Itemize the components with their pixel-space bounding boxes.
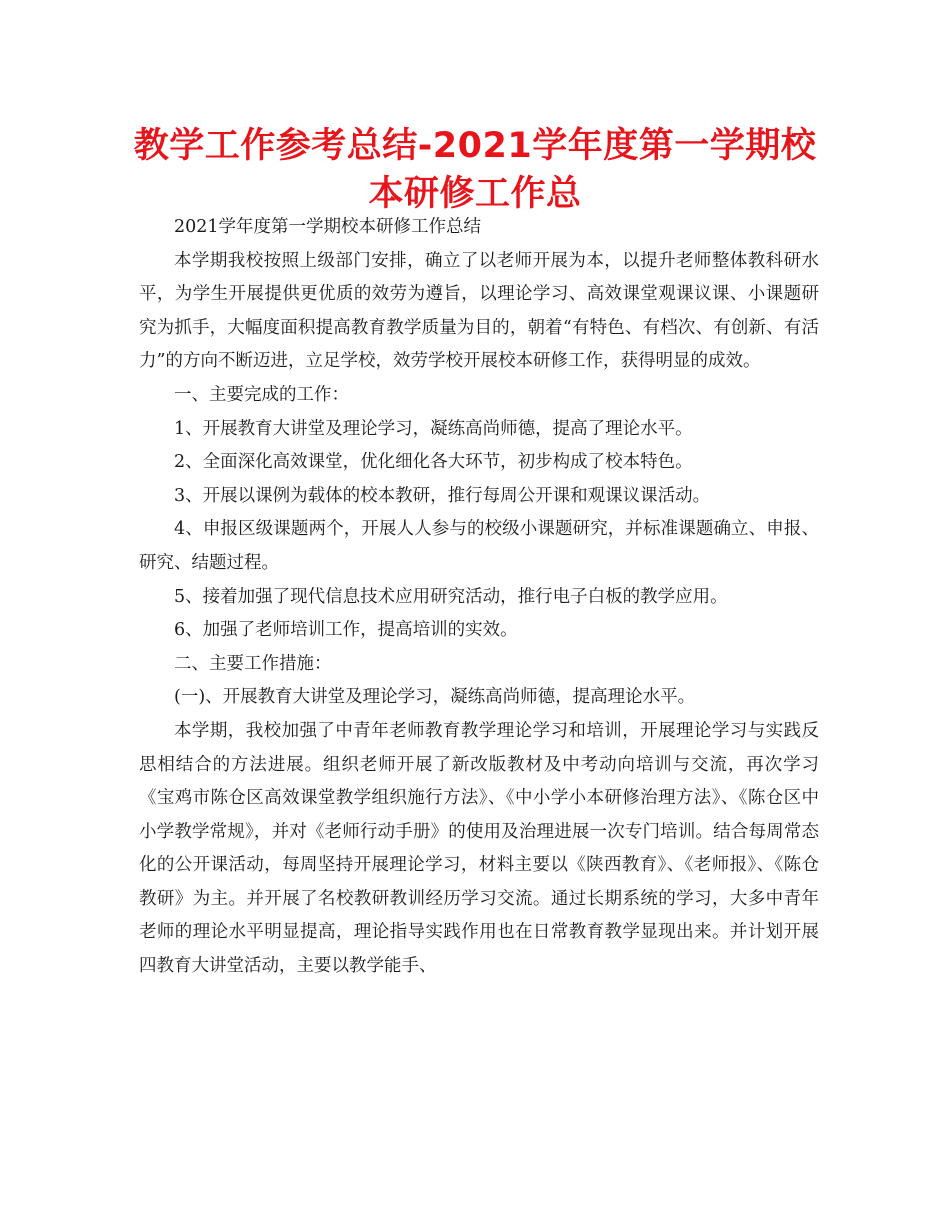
document-title: 教学工作参考总结-2021学年度第一学期校本研修工作总 xyxy=(133,126,817,214)
list-item-4: 4、申报区级课题两个，开展人人参与的校级小课题研究，并标准课题确立、申报、研究、结题过程。 xyxy=(139,519,819,573)
intro-paragraph: 本学期我校按照上级部门安排，确立了以老师开展为本，以提升老师整体教科研水平，为学生开展提供更优质的效劳为遵旨，以理论学习、高效课堂观课议课、小课题研究为抓手，大幅度面积提高教育教学质量为目的，朝着“有特色、有档次、有创新、有活力”的方向不断迈进，立足学校，效劳学校开展校本研修工作，获得明显的成效。 xyxy=(139,250,819,372)
list-item-6: 6、加强了老师培训工作，提高培训的实效。 xyxy=(174,620,518,641)
document-body xyxy=(139,211,819,984)
list-item-2: 2、全面深化高效课堂，优化细化各大环节，初步构成了校本特色。 xyxy=(174,452,693,473)
list-item-3: 3、开展以课例为载体的校本教研，推行每周公开课和观课议课活动。 xyxy=(174,485,711,506)
subsection-heading-1: (一)、开展教育大讲堂及理论学习，凝练高尚师德，提高理论水平。 xyxy=(174,687,696,708)
section-heading-completed-work: 一、主要完成的工作： xyxy=(174,384,349,405)
body-paragraph: 本学期，我校加强了中青年老师教育教学理论学习和培训，开展理论学习与实践反思相结合的方法进展。组织老师开展了新改版教材及中考动向培训与交流，再次学习《宝鸡市陈仓区高效课堂教学组织施行方法》、《中小学小本研修治理方法》、《陈仓区中小学教学常规》，并对《老师行动手册》的使用及治理进展一次专门培训。结合每周常态化的公开课活动，每周坚持开展理论学习，材料主要以《陕西教育》、《老师报》、《陈仓教研》为主。并开展了名校教研教训经历学习交流。通过长期系统的学习，大多中青年老师的理论水平明显提高，理论指导实践作用也在日常教育教学显现出来。并计划开展四教育大讲堂活动，主要以教学能手、 xyxy=(139,720,819,977)
subtitle-paragraph: 2021学年度第一学期校本研修工作总结 xyxy=(174,217,482,237)
list-item-5: 5、接着加强了现代信息技术应用研究活动，推行电子白板的教学应用。 xyxy=(174,586,728,607)
list-item-1: 1、开展教育大讲堂及理论学习，凝练高尚师德，提高了理论水平。 xyxy=(174,418,693,439)
section-heading-measures: 二、主要工作措施： xyxy=(174,653,332,674)
